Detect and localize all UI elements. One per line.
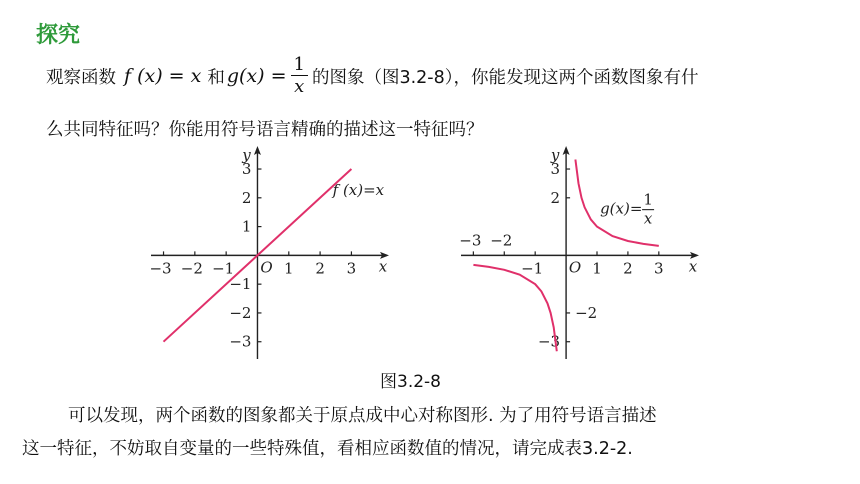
x-tick-label: 3 [346, 259, 357, 278]
paragraph-line-2: 这一特征，不妨取自变量的一些特殊值，看相应函数值的情况，请完成表3.2-2. [22, 439, 633, 459]
y-axis-label: y [242, 146, 251, 164]
g-definition: g(x) = [226, 65, 287, 87]
x-tick-label: 2 [623, 259, 633, 278]
y-tick-label: −1 [229, 275, 252, 294]
g-fraction-numerator: 1 [291, 55, 308, 76]
y-axis-label: y [550, 146, 560, 164]
intro-suffix: 的图象（图3.2-8），你能发现这两个函数图象有什 [311, 67, 699, 88]
origin-label: O [568, 258, 582, 277]
intro-line-1 [46, 48, 698, 104]
intro-line-2: 么共同特征吗？你能用符号语言精确的描述这一特征吗？ [46, 120, 484, 140]
g-fraction [291, 55, 308, 98]
figure-caption: 图3.2-8 [380, 372, 441, 392]
y-tick-label: 2 [550, 188, 561, 207]
x-tick-label: −3 [149, 259, 172, 278]
graph-f-linear [145, 140, 395, 365]
function-label-g-denominator: x [643, 209, 653, 228]
x-axis-label: x [688, 257, 698, 276]
f-definition: f (x) = x [124, 65, 202, 87]
function-label-g-numerator: 1 [643, 190, 653, 209]
y-tick-label: −3 [537, 332, 561, 351]
g-fraction-denominator: x [294, 75, 305, 97]
y-tick-label: −3 [229, 332, 252, 351]
x-tick-label: −2 [180, 259, 203, 278]
x-tick-label: −2 [490, 231, 513, 250]
x-tick-label: 3 [654, 259, 664, 278]
x-tick-label: 2 [315, 259, 325, 278]
paragraph-line-1: 可以发现，两个函数的图象都关于原点成中心对称图形. 为了用符号语言描述 [68, 406, 657, 426]
function-label-g: g(x)= [600, 199, 643, 218]
explanation-paragraph [22, 400, 842, 466]
y-tick-label: 3 [550, 160, 561, 179]
y-tick-label: 3 [241, 160, 252, 179]
y-tick-label: 2 [241, 188, 252, 207]
intro-prefix: 观察函数 [46, 67, 116, 88]
y-tick-label: −2 [229, 303, 252, 322]
function-label-f: f (x)=x [332, 180, 385, 199]
y-tick-label: 1 [241, 217, 252, 236]
x-tick-label: −3 [459, 231, 482, 250]
y-tick-label: −2 [575, 303, 598, 322]
graph-g-reciprocal [455, 140, 705, 365]
origin-label: O [260, 258, 273, 277]
x-tick-label: 1 [284, 259, 294, 278]
x-tick-label: 1 [592, 259, 602, 278]
x-tick-label: −1 [212, 259, 235, 278]
intro-conjunction: 和 [207, 67, 225, 88]
x-axis-label: x [378, 257, 388, 276]
section-heading: 探究 [36, 23, 81, 48]
x-tick-label: −1 [521, 259, 544, 278]
